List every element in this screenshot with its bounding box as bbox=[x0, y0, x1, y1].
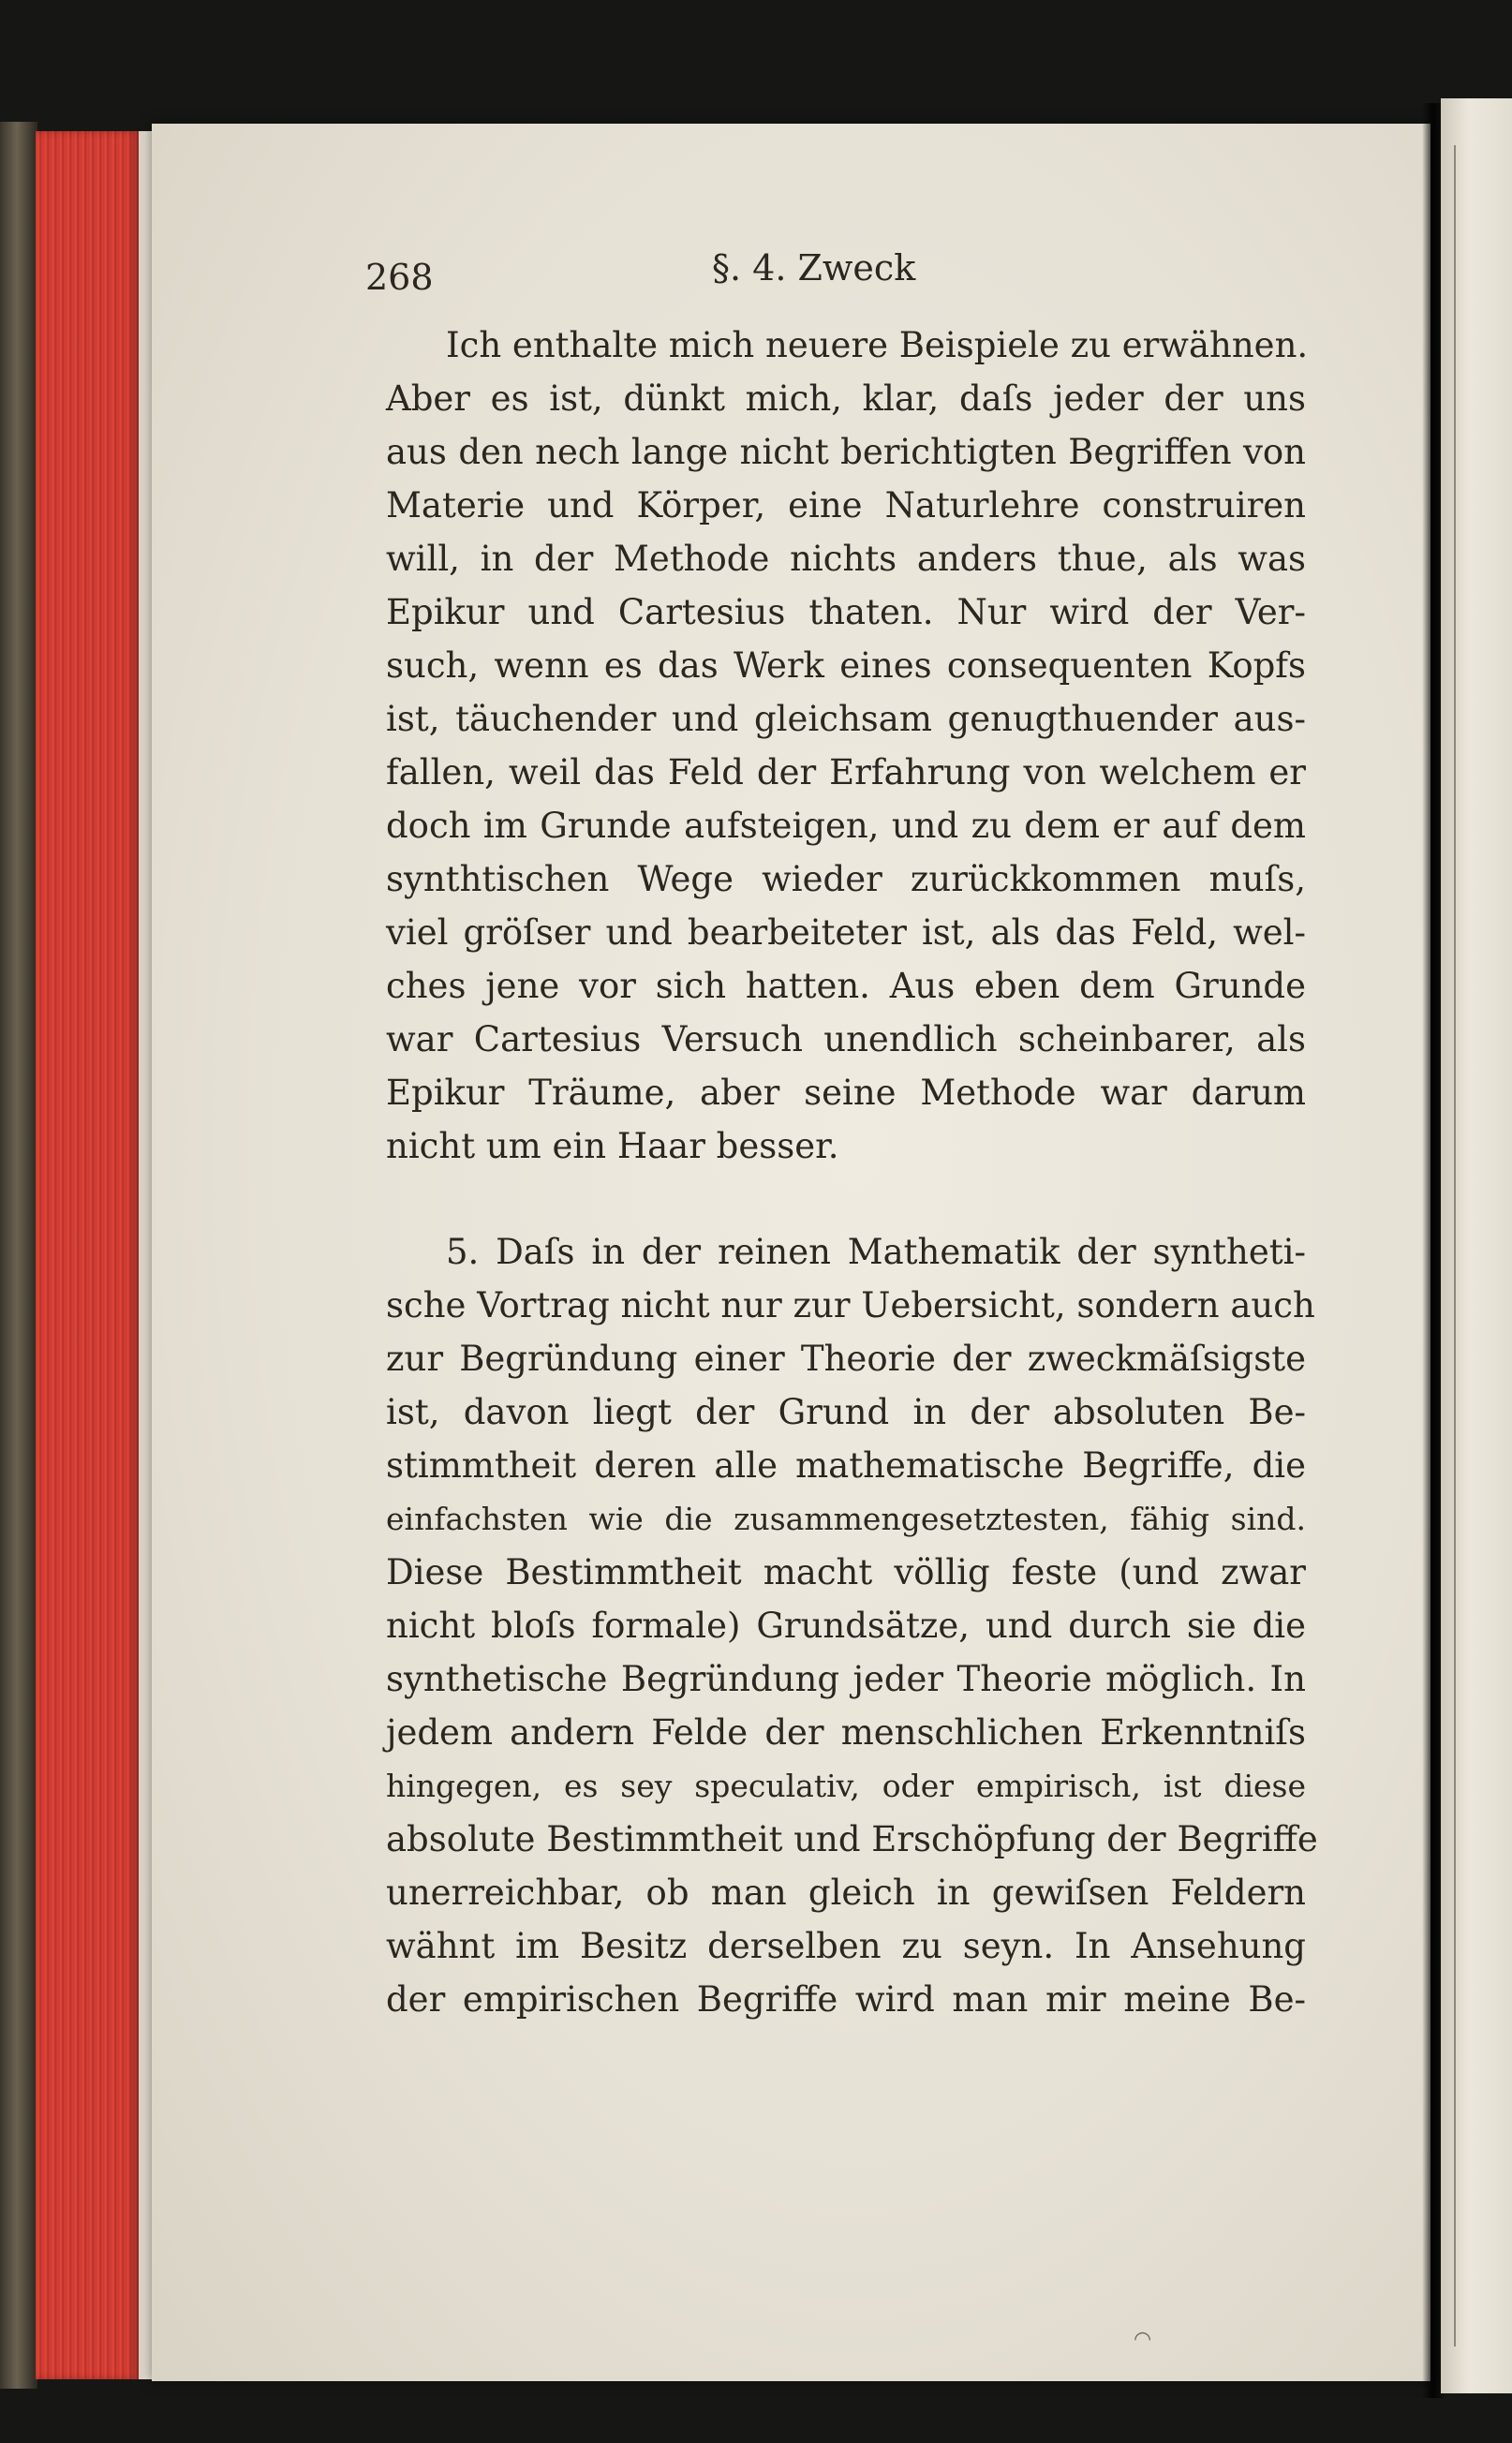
text-line: Epikur Träume, aber seine Methode war darum bbox=[386, 1073, 1306, 1113]
text-line: viel gröſser und bearbeiteter ist, als das Feld, wel- bbox=[386, 912, 1306, 953]
text-line: aus den nech lange nicht berichtigten Begriffen von bbox=[386, 432, 1306, 472]
text-line: ist, davon liegt der Grund in der absoluten Be- bbox=[386, 1392, 1306, 1432]
paragraph-1 bbox=[386, 318, 1309, 1173]
text-line: hingegen, es sey speculativ, oder empirisch, ist diese bbox=[386, 1768, 1306, 1804]
text-line: unerreichbar, ob man gleich in gewiſsen Feldern bbox=[386, 1873, 1306, 1913]
text-line: absolute Bestimmtheit und Erschöpfung der Begriffe bbox=[386, 1819, 1318, 1859]
text-line: der empirischen Begriffe wird man mir meine Be- bbox=[386, 1979, 1306, 2020]
text-line: Materie und Körper, eine Naturlehre construiren bbox=[386, 485, 1306, 526]
text-line: synthetische Begründung jeder Theorie möglich. In bbox=[386, 1659, 1306, 1699]
paragraph-2 bbox=[386, 1225, 1318, 2026]
running-header bbox=[365, 247, 1208, 304]
page-edge-rule bbox=[1454, 145, 1456, 2347]
text-line: jedem andern Felde der menschlichen Erkenntniſs bbox=[386, 1712, 1306, 1753]
text-line: Epikur und Cartesius thaten. Nur wird der Ver- bbox=[386, 592, 1306, 632]
page-number: 268 bbox=[365, 257, 434, 298]
text-line: such, wenn es das Werk eines consequenten Kopfs bbox=[386, 645, 1306, 686]
adjacent-page bbox=[1441, 98, 1512, 2393]
section-title: §. 4. Zweck bbox=[712, 247, 916, 289]
text-line: war Cartesius Versuch unendlich scheinbarer, als bbox=[386, 1019, 1306, 1059]
text-line: sche Vortrag nicht nur zur Uebersicht, sondern auch bbox=[386, 1285, 1315, 1325]
text-line: fallen, weil das Feld der Erfahrung von welchem er bbox=[386, 752, 1306, 792]
text-line: wähnt im Besitz derselben zu seyn. In Ansehung bbox=[386, 1926, 1306, 1966]
text-line: Ich enthalte mich neuere Beispiele zu erwähnen. bbox=[446, 325, 1309, 365]
text-line: Aber es ist, dünkt mich, klar, daſs jeder der uns bbox=[386, 378, 1306, 419]
text-line: ches jene vor sich hatten. Aus eben dem Grunde bbox=[386, 966, 1306, 1006]
text-line: ist, täuchender und gleichsam genugthuender aus- bbox=[386, 699, 1306, 739]
text-line: doch im Grunde aufsteigen, und zu dem er auf dem bbox=[386, 806, 1306, 846]
text-line: zur Begründung einer Theorie der zweckmäſsigste bbox=[386, 1339, 1306, 1379]
text-line: einfachsten wie die zusammengesetztesten, fähig sind. bbox=[386, 1501, 1306, 1537]
text-line: 5. Daſs in der reinen Mathematik der syntheti- bbox=[446, 1232, 1306, 1272]
text-line: synthtischen Wege wieder zurückkommen muſs, bbox=[386, 859, 1306, 899]
text-line: stimmtheit deren alle mathematische Begriffe, die bbox=[386, 1445, 1306, 1486]
text-line: nicht um ein Haar besser. bbox=[386, 1126, 839, 1166]
text-line: nicht bloſs formale) Grundsätze, und durch sie die bbox=[386, 1606, 1306, 1646]
book-binding bbox=[0, 122, 37, 2389]
text-line: will, in der Methode nichts anders thue, als was bbox=[386, 539, 1306, 579]
text-line: Diese Bestimmtheit macht völlig feste (und zwar bbox=[386, 1552, 1306, 1592]
page-blemish: ◠ bbox=[1134, 2328, 1152, 2351]
red-page-edges bbox=[36, 131, 139, 2379]
